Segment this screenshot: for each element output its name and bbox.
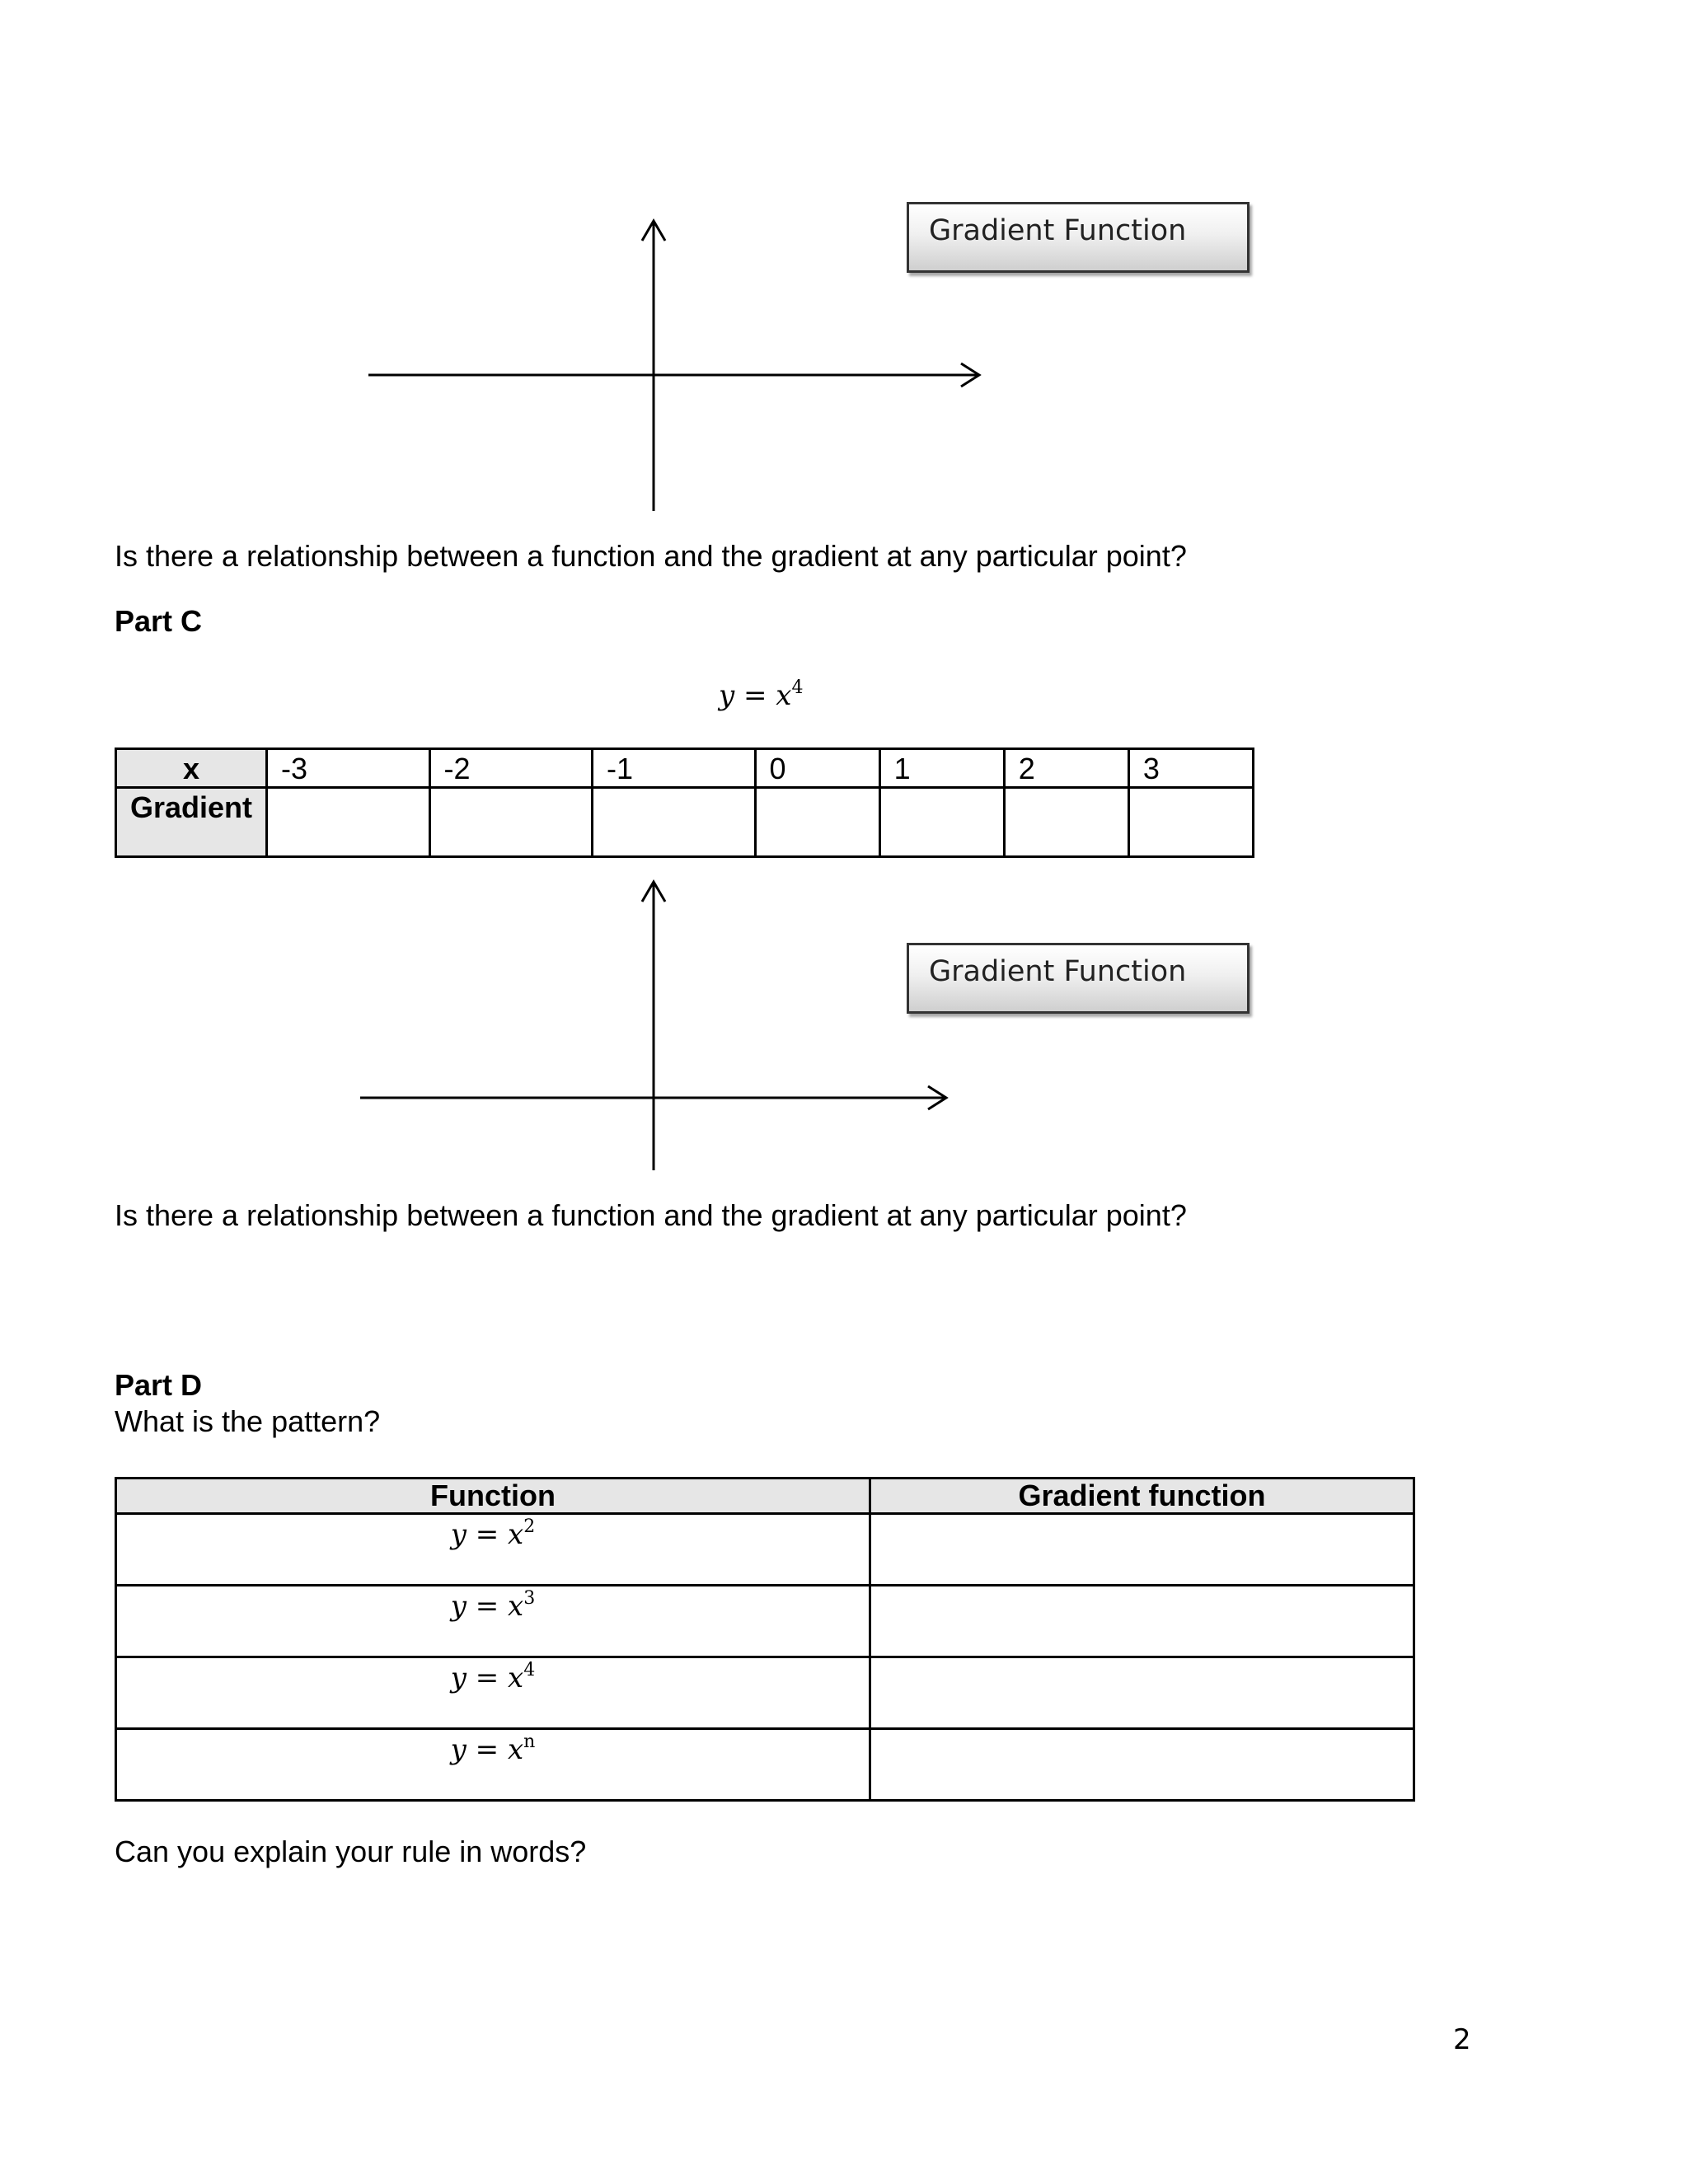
relationship-question-2: Is there a relationship between a function and the gradient at any particular point? <box>115 1198 1187 1232</box>
gradient-function-answer-cell[interactable] <box>870 1657 1414 1729</box>
x-value-cell: 2 <box>1004 749 1128 788</box>
part-c-equation: $y = x^4$ <box>719 677 804 712</box>
pattern-table <box>115 1477 1415 1802</box>
x-value-cell: -3 <box>267 749 430 788</box>
x-value-cell: -1 <box>593 749 756 788</box>
gradient-function-label: Gradient Function <box>929 955 1187 988</box>
page-number: 2 <box>1453 2023 1471 2056</box>
x-value-cell: 0 <box>755 749 879 788</box>
x-value-cell: -2 <box>429 749 593 788</box>
x-header-cell: x <box>116 749 267 788</box>
gradient-function-label: Gradient Function <box>929 214 1187 247</box>
part-c-heading: Part C <box>115 604 203 638</box>
gradient-function-answer-cell[interactable] <box>870 1729 1414 1801</box>
x-value-cell: 1 <box>879 749 1004 788</box>
function-cell: $y = x^3$ <box>116 1586 870 1657</box>
gradient-function-column-header: Gradient function <box>870 1479 1414 1514</box>
part-d-prompt: What is the pattern? <box>115 1404 381 1438</box>
function-cell: $y = x^n$ <box>116 1729 870 1801</box>
relationship-question-1: Is there a relationship between a function and the gradient at any particular point? <box>115 539 1187 573</box>
function-cell: $y = x^4$ <box>116 1657 870 1729</box>
gradient-function-label-box <box>907 943 1250 1014</box>
gradient-function-answer-cell[interactable] <box>870 1586 1414 1657</box>
gradient-function-answer-cell[interactable] <box>870 1514 1414 1586</box>
function-cell: $y = x^2$ <box>116 1514 870 1586</box>
explain-rule-question: Can you explain your rule in words? <box>115 1835 587 1868</box>
function-column-header: Function <box>116 1479 870 1514</box>
part-d-heading: Part D <box>115 1368 203 1402</box>
x-value-cell: 3 <box>1128 749 1253 788</box>
gradient-header-cell: Gradient <box>116 788 267 857</box>
